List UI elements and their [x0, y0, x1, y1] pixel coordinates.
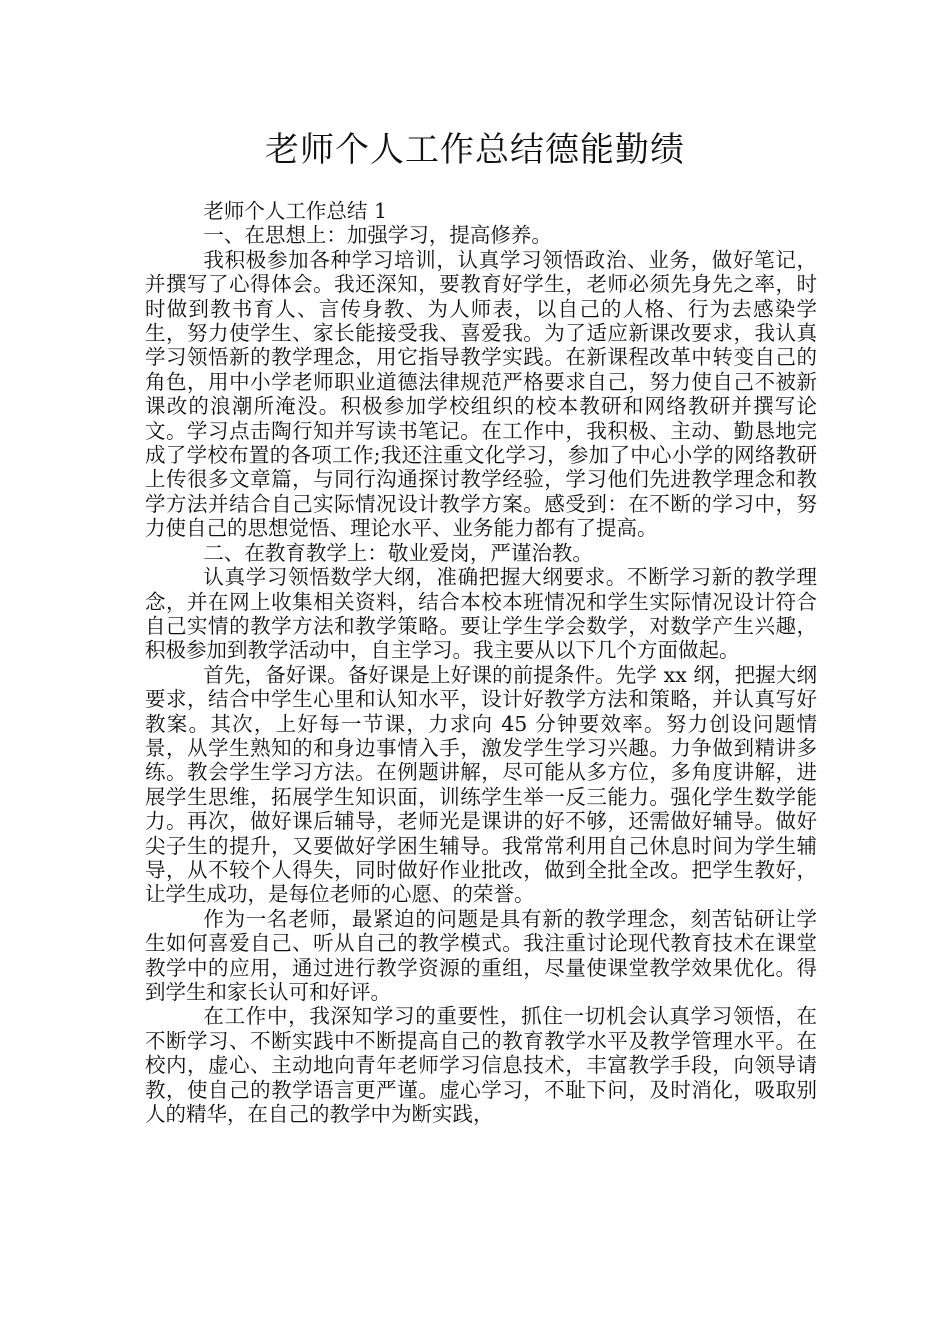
paragraph: 首先，备好课。备好课是上好课的前提条件。先学 xx 纲，把握大纲要求，结合中学生心里和认知水平，设计好教学方法和策略，并认真写好教案。其次，上好每一节课，力求向 45 分钟要效率。努力创设问题情景，从学生熟知的和身边事情入手，激发学生学习兴趣。力争做到精讲多练。教会学生学习方法。在例题讲解，尽可能从多方位，多角度讲解，进展学生思维，拓展学生知识面，训练学生举一反三能力。强化学生数学能力。再次，做好课后辅导，老师光是课讲的好不够，还需做好辅导。做好尖子生的提升，又要做好学困生辅导。我常常利用自己休息时间为学生辅导，从不较个人得失，同时做好作业批改，做到全批全改。把学生教好，让学生成功，是每位老师的心愿、的荣誉。: [145, 662, 817, 907]
paragraph: 认真学习领悟数学大纲，准确把握大纲要求。不断学习新的教学理念，并在网上收集相关资料，结合本校本班情况和学生实际情况设计符合自己实情的教学方法和教学策略。要让学生学会数学，对数学产生兴趣，积极参加到教学活动中，自主学习。我主要从以下几个方面做起。: [145, 565, 817, 663]
paragraph: 作为一名老师，最紧迫的问题是具有新的教学理念，刻苦钻研让学生如何喜爱自己、听从自己的教学模式。我注重讨论现代教育技术在课堂教学中的应用，通过进行教学资源的重组，尽量使课堂教学效果优化。得到学生和家长认可和好评。: [145, 906, 817, 1004]
paragraph: 我积极参加各种学习培训，认真学习领悟政治、业务，做好笔记，并撰写了心得体会。我还深知，要教育好学生，老师必须先身先之率，时时做到教书育人、言传身教、为人师表，以自己的人格、行为去感染学生，努力使学生、家长能接受我、喜爱我。为了适应新课改要求，我认真学习领悟新的教学理念，用它指导教学实践。在新课程改革中转变自己的角色，用中小学老师职业道德法律规范严格要求自己，努力使自己不被新课改的浪潮所淹没。积极参加学校组织的校本教研和网络教研并撰写论文。学习点击陶行知并写读书笔记。在工作中，我积极、主动、勤恳地完成了学校布置的各项工作;我还注重文化学习，参加了中心小学的网络教研上传很多文章篇，与同行沟通探讨教学经验，学习他们先进教学理念和教学方法并结合自己实际情况设计教学方案。感受到：在不断的学习中，努力使自己的思想觉悟、理论水平、业务能力都有了提高。: [145, 247, 817, 541]
document-body: [145, 199, 817, 1126]
section-heading-1: 一、在思想上：加强学习，提高修养。: [203, 223, 552, 248]
document-title: 老师个人工作总结德能勤绩: [265, 130, 685, 170]
section-heading-2: 二、在教育教学上：敬业爱岗，严谨治教。: [203, 540, 593, 565]
paragraph: 在工作中，我深知学习的重要性，抓住一切机会认真学习领悟，在不断学习、不断实践中不断提高自己的教育教学水平及教学管理水平。在校内，虚心、主动地向青年老师学习信息技术，丰富教学手段，向领导请教，使自己的教学语言更严谨。虚心学习，不耻下问，及时消化，吸取别人的精华，在自己的教学中为断实践，: [145, 1004, 817, 1127]
section-subtitle: 老师个人工作总结 1: [203, 199, 387, 223]
